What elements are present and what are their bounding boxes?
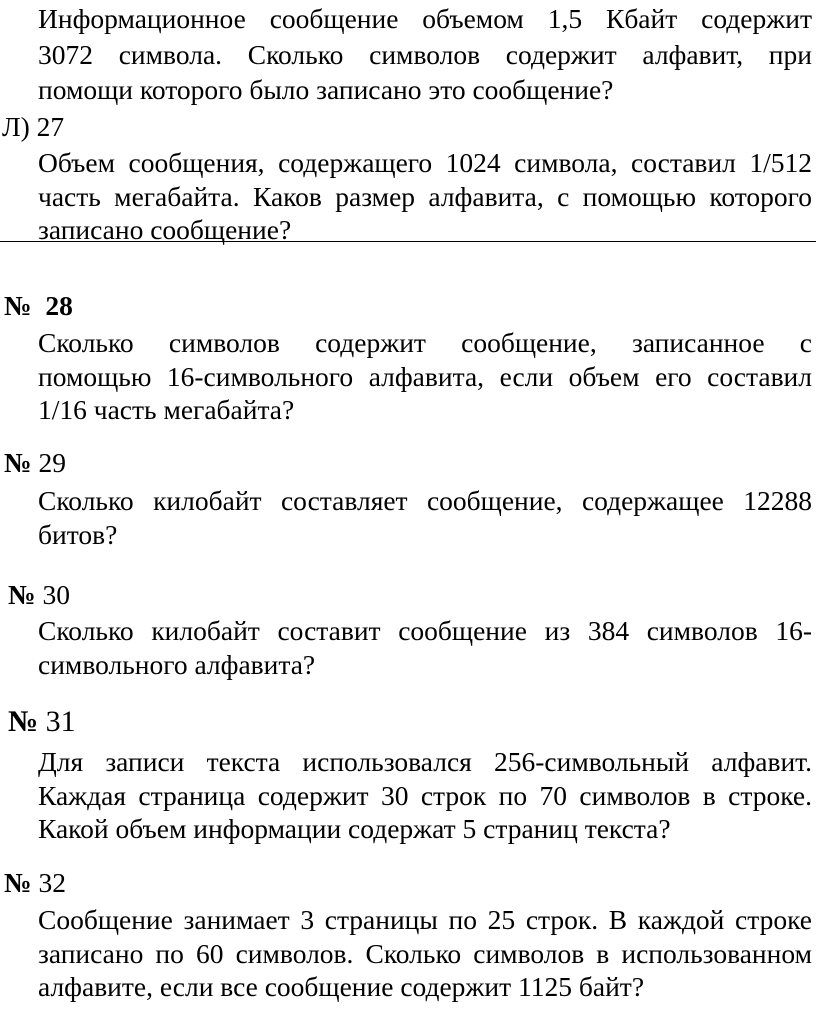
number-sign: №	[8, 705, 39, 738]
problem-28-line-3: 1/16 часть мегабайта?	[38, 394, 295, 425]
problem-28-line-1: Сколько символов содержит сообщение, записанное с	[38, 327, 812, 358]
problem-31-number	[8, 705, 76, 738]
problem-number: 32	[38, 867, 67, 898]
problem-27-line-1: Объем сообщения, содержащего 1024 символа, составил 1/512	[38, 147, 812, 178]
problem-32-line-2: записано по 60 символов. Сколько символов в использованном	[38, 938, 812, 969]
problem-28-line-2: помощью 16-символьного алфавита, если объем его составил	[38, 361, 812, 392]
problem-31-line-3: Какой объем информации содержат 5 страниц текста?	[38, 813, 671, 844]
problem-31-line-1: Для записи текста использовался 256-символьный алфавит.	[38, 746, 812, 777]
problem-27-line-3: записано сообщение?	[38, 214, 292, 245]
problem-30-number	[8, 578, 70, 611]
problem-number: 30	[42, 579, 71, 610]
problem-26-line-3: помощи которого было записано это сообщение?	[38, 74, 614, 105]
problem-30-line-1: Сколько килобайт составит сообщение из 384 символов 16-	[38, 615, 812, 646]
problem-30-line-2: символьного алфавита?	[38, 649, 316, 680]
problem-27-line-2: часть мегабайта. Каков размер алфавита, с помощью которого	[38, 181, 812, 212]
problem-26-line-2: 3072 символа. Сколько символов содержит алфавит, при	[38, 39, 812, 70]
number-sign: №	[8, 579, 36, 610]
problem-29-line-1: Сколько килобайт составляет сообщение, содержащее 12288	[38, 485, 812, 516]
problem-number: 29	[38, 447, 67, 478]
number-sign: №	[4, 290, 32, 321]
problem-number: 31	[45, 705, 76, 738]
number-sign: №	[4, 447, 32, 478]
problem-27-label: Л) 27	[2, 111, 65, 142]
problem-28-number	[4, 289, 73, 322]
number-sign: №	[4, 867, 32, 898]
problem-26-line-1: Информационное сообщение объемом 1,5 Кбайт содержит	[38, 3, 812, 34]
problem-29-number	[4, 446, 66, 479]
problem-32-line-1: Сообщение занимает 3 страницы по 25 строк. В каждой строке	[38, 904, 812, 935]
horizontal-divider	[0, 241, 816, 242]
problem-31-line-2: Каждая страница содержит 30 строк по 70 символов в строке.	[38, 780, 812, 811]
problem-29-line-2: битов?	[38, 519, 118, 550]
problem-32-number	[4, 866, 66, 899]
problem-number: 28	[45, 290, 73, 321]
problem-32-line-3: алфавите, если все сообщение содержит 1125 байт?	[38, 971, 645, 1002]
